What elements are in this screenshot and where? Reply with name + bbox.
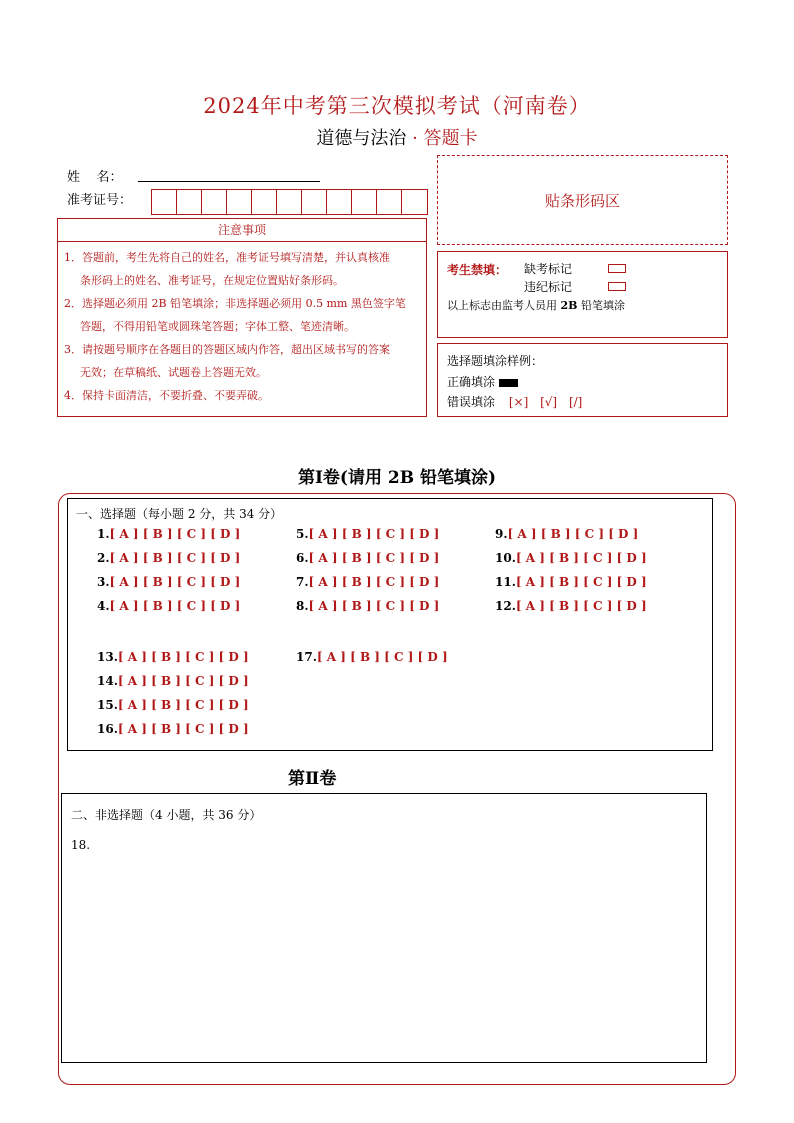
mc-question-1[interactable] [97, 527, 240, 541]
id-digit-box[interactable] [177, 190, 202, 214]
id-label: 准考证号： [67, 193, 133, 208]
non-choice-box[interactable] [61, 793, 707, 1063]
question-number: 16. [97, 722, 118, 736]
answer-options[interactable]: [ A ] [ B ] [ C ] [ D ] [308, 575, 440, 589]
question-number: 5. [296, 527, 309, 541]
question-number: 7. [296, 575, 309, 589]
question-number: 13. [97, 650, 118, 664]
answer-options[interactable]: [ A ] [ B ] [ C ] [ D ] [515, 599, 647, 613]
answer-options[interactable]: [ A ] [ B ] [ C ] [ D ] [316, 650, 448, 664]
answer-options[interactable]: [ A ] [ B ] [ C ] [ D ] [515, 575, 647, 589]
answer-options[interactable]: [ A ] [ B ] [ C ] [ D ] [109, 575, 241, 589]
question-number: 15. [97, 698, 118, 712]
notice-item-4: 4．保持卡面清洁，不要折叠、不要弄破。 [64, 389, 269, 402]
wrong-mark-check: [√] [540, 395, 558, 409]
question-number: 9. [495, 527, 508, 541]
answer-options[interactable]: [ A ] [ B ] [ C ] [ D ] [308, 551, 440, 565]
answer-options[interactable]: [ A ] [ B ] [ C ] [ D ] [109, 599, 241, 613]
question-number: 8. [296, 599, 309, 613]
id-digit-box[interactable] [352, 190, 377, 214]
subject-name: 道德与法治 [316, 128, 407, 149]
mc-header: 一、选择题（每小题 2 分，共 34 分） [76, 507, 283, 521]
id-digit-box[interactable] [402, 190, 427, 214]
answer-options[interactable]: [ A ] [ B ] [ C ] [ D ] [308, 527, 440, 541]
mc-question-16[interactable] [97, 722, 249, 736]
section1-title: 第Ⅰ卷(请用 2B 铅笔填涂) [297, 468, 497, 488]
answer-options[interactable]: [ A ] [ B ] [ C ] [ D ] [109, 527, 241, 541]
mc-question-7[interactable] [296, 575, 439, 589]
answer-options[interactable]: [ A ] [ B ] [ C ] [ D ] [117, 674, 249, 688]
question-number: 3. [97, 575, 110, 589]
correct-sample [447, 373, 518, 390]
id-digit-box[interactable] [252, 190, 277, 214]
notice-item-1-cont: 条形码上的姓名、准考证号，在规定位置贴好条形码。 [80, 274, 344, 287]
question-number: 12. [495, 599, 516, 613]
mc-question-15[interactable] [97, 698, 249, 712]
barcode-label: 贴条形码区 [544, 191, 620, 210]
missing-mark-box[interactable] [608, 264, 626, 273]
forbid-note-2b: 2B [560, 299, 578, 312]
forbid-note-post: 铅笔填涂 [577, 299, 625, 312]
id-digit-box[interactable] [152, 190, 177, 214]
id-digit-box[interactable] [202, 190, 227, 214]
question-number: 4. [97, 599, 110, 613]
mc-question-5[interactable] [296, 527, 439, 541]
violation-label: 违纪标记 [524, 280, 573, 294]
missing-label: 缺考标记 [524, 262, 573, 276]
answer-options[interactable]: [ A ] [ B ] [ C ] [ D ] [308, 599, 440, 613]
filled-mark [499, 379, 518, 387]
answer-options[interactable]: [ A ] [ B ] [ C ] [ D ] [507, 527, 639, 541]
id-digit-box[interactable] [327, 190, 352, 214]
exam-id-boxes[interactable] [151, 189, 428, 215]
subtitle-separator: · [412, 128, 418, 149]
answer-options[interactable]: [ A ] [ B ] [ C ] [ D ] [117, 650, 249, 664]
answer-options[interactable]: [ A ] [ B ] [ C ] [ D ] [515, 551, 647, 565]
violation-mark-box[interactable] [608, 282, 626, 291]
notice-item-2-cont: 答题，不得用铅笔或圆珠笔答题；字体工整、笔迹清晰。 [80, 320, 355, 333]
id-digit-box[interactable] [377, 190, 402, 214]
mc-question-3[interactable] [97, 575, 240, 589]
notice-box [57, 242, 427, 417]
question-18-label: 18. [71, 838, 91, 852]
mc-question-8[interactable] [296, 599, 439, 613]
answer-options[interactable]: [ A ] [ B ] [ C ] [ D ] [117, 698, 249, 712]
mc-question-14[interactable] [97, 674, 249, 688]
forbid-note-pre: 以上标志由监考人员用 [447, 299, 561, 312]
mc-question-2[interactable] [97, 551, 240, 565]
question-number: 14. [97, 674, 118, 688]
mc-question-4[interactable] [97, 599, 240, 613]
sample-box [437, 343, 728, 417]
mc-question-6[interactable] [296, 551, 439, 565]
page-subtitle [0, 124, 794, 150]
sample-title: 选择题填涂样例： [447, 354, 544, 368]
non-choice-header: 二、非选择题（4 小题，共 36 分） [71, 808, 262, 822]
notice-item-3-cont: 无效；在草稿纸、试题卷上答题无效。 [80, 366, 267, 379]
name-field[interactable] [138, 180, 320, 182]
answer-options[interactable]: [ A ] [ B ] [ C ] [ D ] [117, 722, 249, 736]
notice-item-3: 3．请按题号顺序在各题目的答题区域内作答，超出区域书写的答案 [64, 343, 390, 356]
mc-question-13[interactable] [97, 650, 249, 664]
question-number: 2. [97, 551, 110, 565]
mc-question-9[interactable] [495, 527, 638, 541]
wrong-sample [447, 393, 582, 410]
mc-question-11[interactable] [495, 575, 647, 589]
question-number: 10. [495, 551, 516, 565]
question-number: 17. [296, 650, 317, 664]
answer-options[interactable]: [ A ] [ B ] [ C ] [ D ] [109, 551, 241, 565]
mc-question-17[interactable] [296, 650, 448, 664]
notice-item-2: 2．选择题必须用 2B 铅笔填涂；非选择题必须用 0.5 mm 黑色签字笔 [64, 297, 406, 310]
mc-question-10[interactable] [495, 551, 647, 565]
id-digit-box[interactable] [277, 190, 302, 214]
mc-question-12[interactable] [495, 599, 647, 613]
page-title: 2024年中考第三次模拟考试（河南卷） [203, 94, 591, 118]
answer-card-label: 答题卡 [423, 128, 478, 149]
wrong-label: 错误填涂 [447, 395, 496, 409]
question-number: 1. [97, 527, 110, 541]
name-label: 姓 名： [67, 170, 123, 185]
wrong-mark-x: [×] [508, 395, 529, 409]
barcode-area [437, 155, 728, 245]
notice-title: 注意事项 [57, 218, 427, 242]
id-digit-box[interactable] [227, 190, 252, 214]
forbid-label: 考生禁填： [447, 263, 508, 277]
correct-label: 正确填涂 [447, 375, 496, 389]
section2-title: 第Ⅱ卷 [288, 769, 337, 789]
wrong-mark-slash: [/] [568, 395, 583, 409]
question-number: 11. [495, 575, 516, 589]
forbid-note [447, 297, 625, 313]
question-number: 6. [296, 551, 309, 565]
forbid-box [437, 251, 728, 338]
notice-item-1: 1．答题前，考生先将自己的姓名，准考证号填写清楚，并认真核准 [64, 251, 390, 264]
id-digit-box[interactable] [302, 190, 327, 214]
